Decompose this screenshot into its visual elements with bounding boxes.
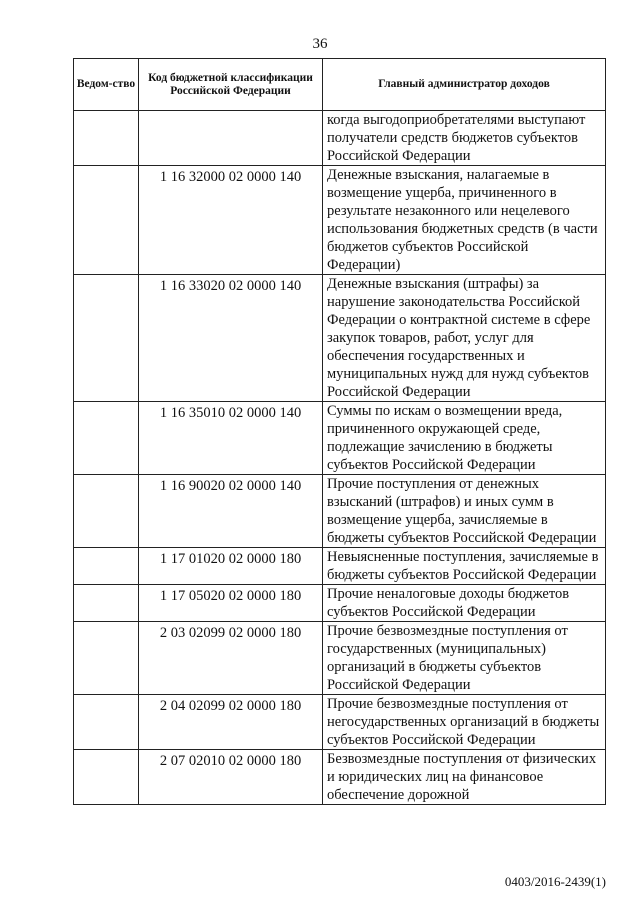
row-description: Прочие безвозмездные поступления от негосударственных организаций в бюджеты субъектов Российской Федерации: [323, 695, 606, 750]
row-code: 2 03 02099 02 0000 180: [139, 622, 323, 695]
page-number: 36: [312, 36, 328, 52]
row-agency: [74, 111, 139, 166]
row-description: Денежные взыскания (штрафы) за нарушение законодательства Российской Федерации о контрактной системе в сфере закупок товаров, работ, услуг для обеспечения государственных и муниципальных нужд для нужд субъектов Российской Федерации: [323, 275, 606, 402]
row-code: 2 04 02099 02 0000 180: [139, 695, 323, 750]
row-description: Невыясненные поступления, зачисляемые в бюджеты субъектов Российской Федерации: [323, 548, 606, 585]
header-agency: Ведом-ство: [74, 59, 139, 111]
row-description: Безвозмездные поступления от физических и юридических лиц на финансовое обеспечение дорожной: [323, 750, 606, 805]
table-row: [74, 585, 606, 622]
row-agency: [74, 585, 139, 622]
row-code: 1 16 33020 02 0000 140: [139, 275, 323, 402]
row-agency: [74, 695, 139, 750]
row-agency: [74, 275, 139, 402]
header-admin: Главный администратор доходов: [323, 59, 606, 111]
row-code: 2 07 02010 02 0000 180: [139, 750, 323, 805]
row-description: Суммы по искам о возмещении вреда, причиненного окружающей среде, подлежащие зачислению в бюджеты субъектов Российской Федерации: [323, 402, 606, 475]
row-description: Прочие безвозмездные поступления от государственных (муниципальных) организаций в бюджеты субъектов Российской Федерации: [323, 622, 606, 695]
table-row: [74, 548, 606, 585]
row-code: 1 17 05020 02 0000 180: [139, 585, 323, 622]
row-description: когда выгодоприобретателями выступают получатели средств бюджетов субъектов Российской Федерации: [323, 111, 606, 166]
table-row: [74, 622, 606, 695]
table-row: [74, 275, 606, 402]
row-agency: [74, 750, 139, 805]
table-row: [74, 475, 606, 548]
table-row: [74, 111, 606, 166]
table-row: [74, 750, 606, 805]
header-code: Код бюджетной классификации Российской Федерации: [139, 59, 323, 111]
row-agency: [74, 166, 139, 275]
row-code: 1 17 01020 02 0000 180: [139, 548, 323, 585]
document-reference: 0403/2016-2439(1): [504, 874, 606, 889]
table-row: [74, 695, 606, 750]
row-code: [139, 111, 323, 166]
row-description: Денежные взыскания, налагаемые в возмещение ущерба, причиненного в результате незаконного или нецелевого использования бюджетных средств (в части бюджетов субъектов Российской Федерации): [323, 166, 606, 275]
row-agency: [74, 622, 139, 695]
row-agency: [74, 475, 139, 548]
row-description: Прочие неналоговые доходы бюджетов субъектов Российской Федерации: [323, 585, 606, 622]
row-agency: [74, 402, 139, 475]
row-code: 1 16 32000 02 0000 140: [139, 166, 323, 275]
row-agency: [74, 548, 139, 585]
table-row: [74, 166, 606, 275]
row-code: 1 16 90020 02 0000 140: [139, 475, 323, 548]
row-description: Прочие поступления от денежных взысканий (штрафов) и иных сумм в возмещение ущерба, зачисляемые в бюджеты субъектов Российской Федерации: [323, 475, 606, 548]
budget-classification-table: [73, 58, 606, 805]
table-header-row: [74, 59, 606, 111]
table-row: [74, 402, 606, 475]
row-code: 1 16 35010 02 0000 140: [139, 402, 323, 475]
